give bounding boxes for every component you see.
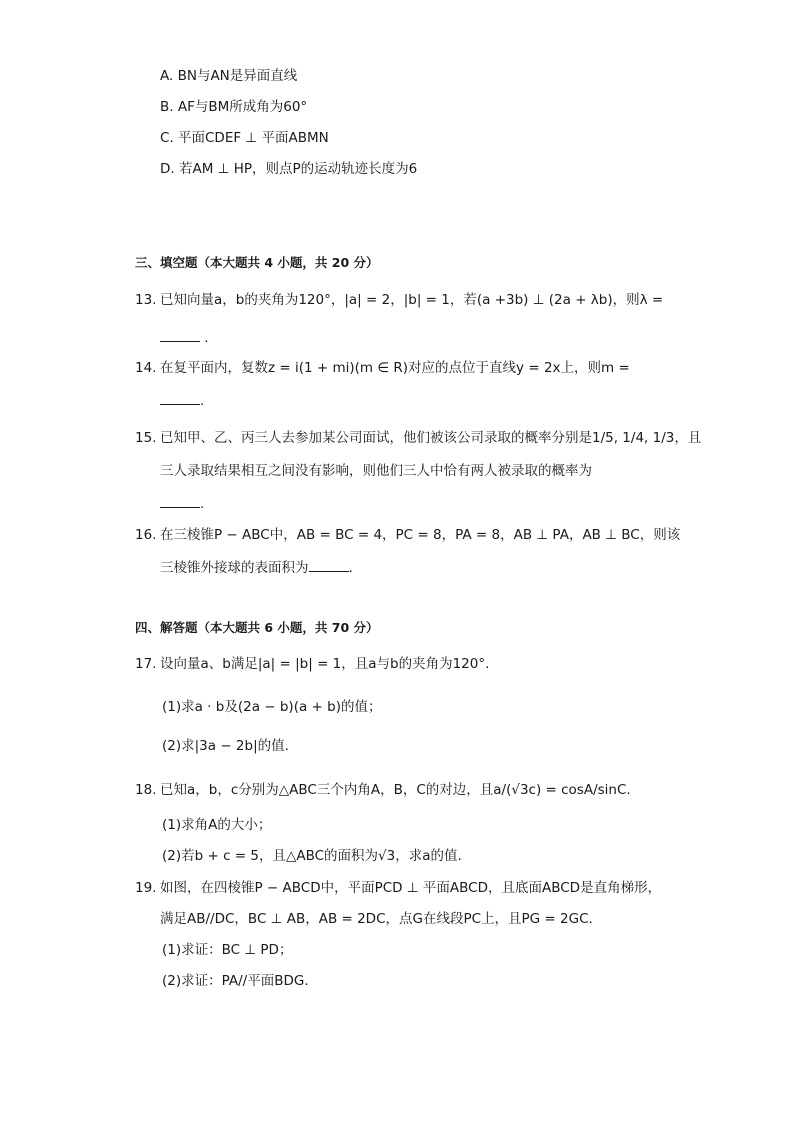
question-17 <box>135 654 489 674</box>
question-text: 已知向量a，b的夹角为120°，|a| = 2，|b| = 1，若(a +3b) ⊥ (2a + λb)，则λ = <box>160 292 664 308</box>
option-c: C. 平面CDEF ⊥ 平面ABMN <box>160 130 329 146</box>
section-answer-title: 四、解答题（本大题共 6 小题，共 70 分） <box>135 620 379 635</box>
question-17-part-1: (1)求a · b及(2a − b)(a + b)的值； <box>162 699 382 715</box>
question-19-part-2: (2)求证：PA//平面BDG. <box>162 973 309 989</box>
question-19-part-1: (1)求证：BC ⊥ PD； <box>162 942 293 958</box>
question-text: 已知a，b，c分别为△ABC三个内角A，B，C的对边，且a/(√3c) = cosA/sinC. <box>160 782 631 798</box>
question-text: 如图，在四棱锥P − ABCD中，平面PCD ⊥ 平面ABCD，且底面ABCD是直角梯形， <box>160 880 662 896</box>
question-text: 设向量a、b满足|a| = |b| = 1，且a与b的夹角为120°. <box>160 656 490 672</box>
question-15-answer-line <box>160 493 204 514</box>
period: . <box>200 393 205 409</box>
question-number: 14. <box>135 360 157 376</box>
question-number: 13. <box>135 292 157 308</box>
question-18-part-1: (1)求角A的大小； <box>162 817 272 833</box>
question-19-line2: 满足AB//DC，BC ⊥ AB，AB = 2DC，点G在线段PC上，且PG = 2GC. <box>160 911 593 927</box>
option-b: B. AF与BM所成角为60° <box>160 99 308 115</box>
period: . <box>200 330 209 346</box>
question-15 <box>135 428 701 448</box>
answer-blank <box>160 327 200 342</box>
option-d: D. 若AM ⊥ HP，则点P的运动轨迹长度为6 <box>160 161 418 177</box>
question-number: 17. <box>135 656 157 672</box>
question-14 <box>135 358 630 378</box>
period: . <box>348 560 353 576</box>
question-13-answer-line <box>160 327 209 348</box>
question-16 <box>135 525 680 545</box>
question-15-line2: 三人录取结果相互之间没有影响，则他们三人中恰有两人被录取的概率为 <box>160 463 592 479</box>
question-text: 三棱锥外接球的表面积为 <box>160 560 309 576</box>
question-17-part-2: (2)求|3a − 2b|的值. <box>162 738 289 754</box>
question-number: 15. <box>135 430 157 446</box>
question-number: 19. <box>135 880 157 896</box>
question-16-line2 <box>160 557 353 578</box>
question-text: 在复平面内，复数z = i(1 + mi)(m ∈ R)对应的点位于直线y = 2x上，则m = <box>160 360 630 376</box>
answer-blank <box>309 557 349 572</box>
answer-blank <box>160 390 200 405</box>
question-number: 18. <box>135 782 157 798</box>
question-13 <box>135 290 663 310</box>
period: . <box>200 496 205 512</box>
answer-blank <box>160 493 200 508</box>
section-fill-in-title: 三、填空题（本大题共 4 小题，共 20 分） <box>135 255 379 270</box>
question-14-answer-line <box>160 390 204 411</box>
question-19 <box>135 878 661 898</box>
question-18 <box>135 780 631 800</box>
question-number: 16. <box>135 527 157 543</box>
question-18-part-2: (2)若b + c = 5，且△ABC的面积为√3，求a的值. <box>162 848 462 864</box>
option-a: A. BN与AN是异面直线 <box>160 68 298 84</box>
question-text: 在三棱锥P − ABC中，AB = BC = 4，PC = 8，PA = 8，AB ⊥ PA，AB ⊥ BC，则该 <box>160 527 681 543</box>
question-text: 已知甲、乙、丙三人去参加某公司面试，他们被该公司录取的概率分别是1/5, 1/4, 1/3，且 <box>160 430 702 446</box>
